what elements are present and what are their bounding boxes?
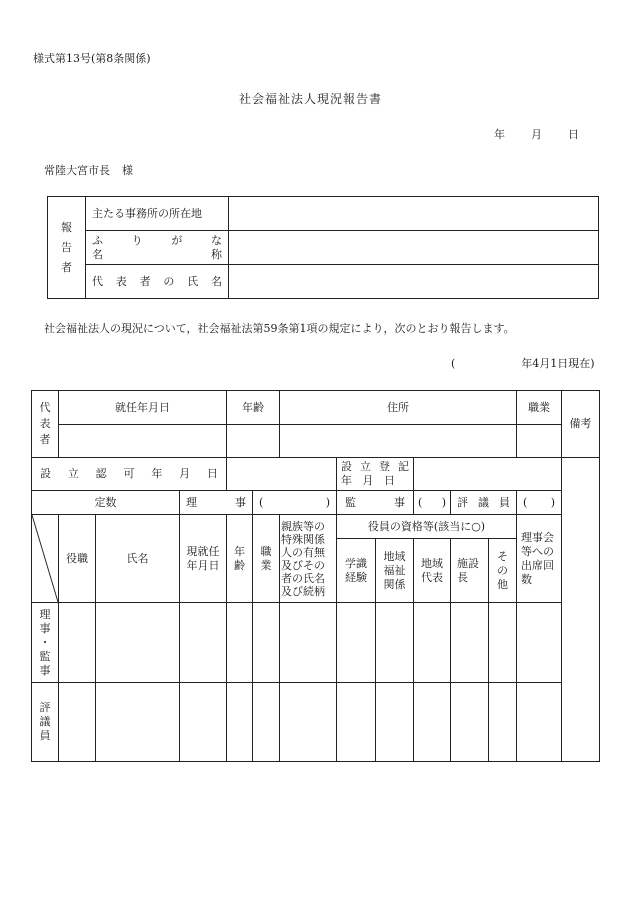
header-line: 出席回 [521,558,554,572]
current-appointment-header [180,515,227,603]
officer-cell[interactable] [414,603,451,683]
date-line [494,126,579,142]
officer-cell[interactable] [59,683,96,762]
date-day: 日 [568,128,579,141]
header-line: 及び続柄 [281,584,325,598]
attendance-header [517,515,562,603]
officer-cell[interactable] [489,603,517,683]
qualification-welfare-header [376,539,414,603]
officer-cell[interactable] [451,603,489,683]
representative-side-label [32,391,59,458]
label-char: 名 [210,274,222,288]
main-table [31,390,600,762]
table-row [32,683,600,762]
address-header [280,391,517,425]
paren-close: ) [441,495,446,509]
office-location-value[interactable] [229,197,599,231]
header-line: 地域 [421,556,443,570]
label-char: 事 [235,495,246,509]
label-char: 年 [341,474,352,487]
label-char: 認 [95,467,107,480]
label-char: 評 [457,495,468,509]
quota-councilor-value[interactable] [517,491,562,515]
officer-cell[interactable] [96,603,180,683]
label-char: 事 [39,663,51,677]
header-line: 福祉 [383,563,406,577]
form-number: 様式第13号(第8条関係) [33,52,151,65]
label-char: 議 [478,495,489,509]
corporate-name-label [92,248,222,262]
diagonal-line [32,515,58,602]
date-year: 年 [494,128,505,141]
reporter-side-label [48,197,86,299]
header-line: 者の氏名 [281,571,325,585]
header-text: 役員の資格等(該当に○) [367,519,486,533]
intro-text: 社会福祉法人の現況について，社会福祉法第59条第1項の規定により，次のとおり報告します。 [44,322,515,335]
quota-director-value[interactable] [253,491,337,515]
address-value[interactable] [280,425,517,458]
as-of-open: ( [451,357,456,370]
approval-date-label [32,458,227,491]
officer-cell[interactable] [227,683,253,762]
label-char: 氏 [187,274,199,288]
officer-cell[interactable] [376,683,414,762]
officer-cell[interactable] [376,603,414,683]
relatives-header [280,515,337,603]
header-line: 施設 [457,556,479,570]
label-char: 理 [186,495,197,509]
label-char: 月 [362,474,374,487]
header-text: 住所 [387,400,409,414]
label-char: 者 [39,433,51,446]
label-char: 名 [92,247,103,261]
officer-cell[interactable] [451,683,489,762]
officer-cell[interactable] [414,683,451,762]
header-text: 年齢 [242,400,264,414]
officer-cell[interactable] [96,683,180,762]
office-location-label [86,197,229,231]
quota-director-label [180,491,253,515]
officer-age-header [227,515,253,603]
qualification-other-header [489,539,517,603]
representative-name-label [86,265,229,299]
header-text: 職業 [528,400,550,414]
header-line: 親族等の [281,519,325,533]
reporter-label-char: 報 [61,220,72,234]
label-char: 監 [345,495,356,509]
header-line: 理事会 [521,530,554,544]
label-char: 記 [398,460,409,473]
label-char: の [163,274,175,288]
qualification-facility-head-header [451,539,489,603]
label-char: 立 [67,467,79,480]
label-char: 表 [115,274,127,288]
furigana-name-label [86,231,229,265]
as-of-date [451,355,595,371]
header-line: 現就任 [186,544,220,558]
header-line: 経験 [345,570,367,584]
label-char: 代 [92,274,103,288]
header-text: 役職 [66,551,88,565]
qualification-academic-header [337,539,376,603]
director-auditor-row-label [32,603,59,683]
officer-cell[interactable] [337,683,376,762]
qualification-group-header [337,515,517,539]
label-char: 月 [179,467,191,480]
label-char: 設 [341,460,352,473]
addressee [44,162,133,178]
officer-cell[interactable] [253,603,280,683]
remarks-header [562,391,600,458]
header-line: 人の有無 [281,545,325,559]
label-char: な [210,233,222,247]
paren-open: ( [259,495,264,509]
office-location-text: 主たる事務所の所在地 [92,206,202,220]
label-char: ふ [92,233,103,247]
officer-cell[interactable] [180,603,227,683]
header-line: 学識 [345,556,367,570]
representative-name-value[interactable] [229,265,599,299]
header-line: 地域 [383,549,406,563]
quota-auditor-label [337,491,414,515]
addressee-name: 常陸大宮市長 [44,164,110,177]
qualification-local-rep-header [414,539,451,603]
header-text: 備考 [569,417,592,430]
label-char: 表 [39,417,51,430]
officer-cell[interactable] [517,603,562,683]
officer-cell[interactable] [227,603,253,683]
position-header [59,515,96,603]
label-char: 員 [39,729,51,742]
label-char: が [171,233,183,247]
officer-cell[interactable] [59,603,96,683]
label-char: 監 [39,649,51,663]
label-char: 事 [39,621,51,635]
registration-date-value[interactable] [414,458,562,491]
quota-auditor-value[interactable] [414,491,451,515]
header-line: 数 [521,572,532,586]
header-line: の [497,563,508,577]
header-line: 特殊関係 [281,532,325,546]
furigana-label [92,234,222,248]
header-line: 関係 [383,577,406,591]
officer-name-header [96,515,180,603]
reporter-table [47,196,599,299]
label-char: 理 [39,607,51,621]
label-char: り [131,233,143,247]
paren-open: ( [418,495,423,509]
quota-label [32,491,180,515]
appointment-date-value[interactable] [59,425,227,458]
reporter-label-char: 告 [61,240,72,254]
label-char: 立 [360,460,371,473]
diagonal-corner-cell [32,515,59,603]
header-text: 就任年月日 [115,400,170,414]
paren-close: ) [325,495,330,509]
label-char: 設 [40,467,51,480]
date-month: 月 [531,128,542,141]
label-char: 日 [384,474,395,487]
officer-cell[interactable] [489,683,517,762]
header-line: そ [497,549,508,563]
label-char: 可 [123,467,135,480]
officer-cell[interactable] [180,683,227,762]
label-char: 評 [39,701,51,714]
registration-date-label [337,458,414,491]
label-char: 称 [211,247,222,261]
officer-cell[interactable] [280,603,337,683]
officer-cell[interactable] [517,683,562,762]
header-line: 等への [521,544,554,558]
label-char: 登 [379,460,390,473]
reporter-label-char: 者 [61,260,72,274]
label-char: 員 [499,495,510,509]
header-line: 他 [497,577,508,591]
officer-cell[interactable] [337,603,376,683]
approval-date-value[interactable] [227,458,337,491]
appointment-date-header [59,391,227,425]
quota-label-text: 定数 [94,495,117,509]
label-char: 代 [39,401,51,414]
officer-occupation-header [253,515,280,603]
header-line: 年月日 [186,558,220,572]
addressee-honorific: 様 [122,164,133,177]
label-char: 事 [394,495,405,509]
quota-councilor-label [451,491,517,515]
header-line: 職 [260,544,272,558]
header-line: 年 [234,544,245,558]
header-text: 氏名 [126,551,149,565]
occupation-value[interactable] [517,425,562,458]
officer-cell[interactable] [280,683,337,762]
as-of-text: 年4月1日現在) [521,357,595,370]
header-line: 長 [457,570,468,584]
age-value[interactable] [227,425,280,458]
label-char: 議 [39,715,51,728]
document-title: 社会福祉法人現況報告書 [239,92,383,106]
header-line: 齢 [234,558,245,572]
corporate-name-value[interactable] [229,231,599,265]
age-header [227,391,280,425]
table-row [32,603,600,683]
label-char: 日 [206,467,218,480]
header-line: 及びその [281,558,325,572]
occupation-header [517,391,562,425]
remarks-value[interactable] [562,458,600,762]
label-char: 者 [139,274,151,288]
label-char: 年 [151,467,163,480]
header-line: 代表 [421,570,443,584]
paren-open: ( [523,495,528,509]
officer-cell[interactable] [253,683,280,762]
councilor-row-label [32,683,59,762]
header-line: 業 [260,558,272,572]
label-char: ・ [39,635,51,649]
paren-close: ) [550,495,555,509]
